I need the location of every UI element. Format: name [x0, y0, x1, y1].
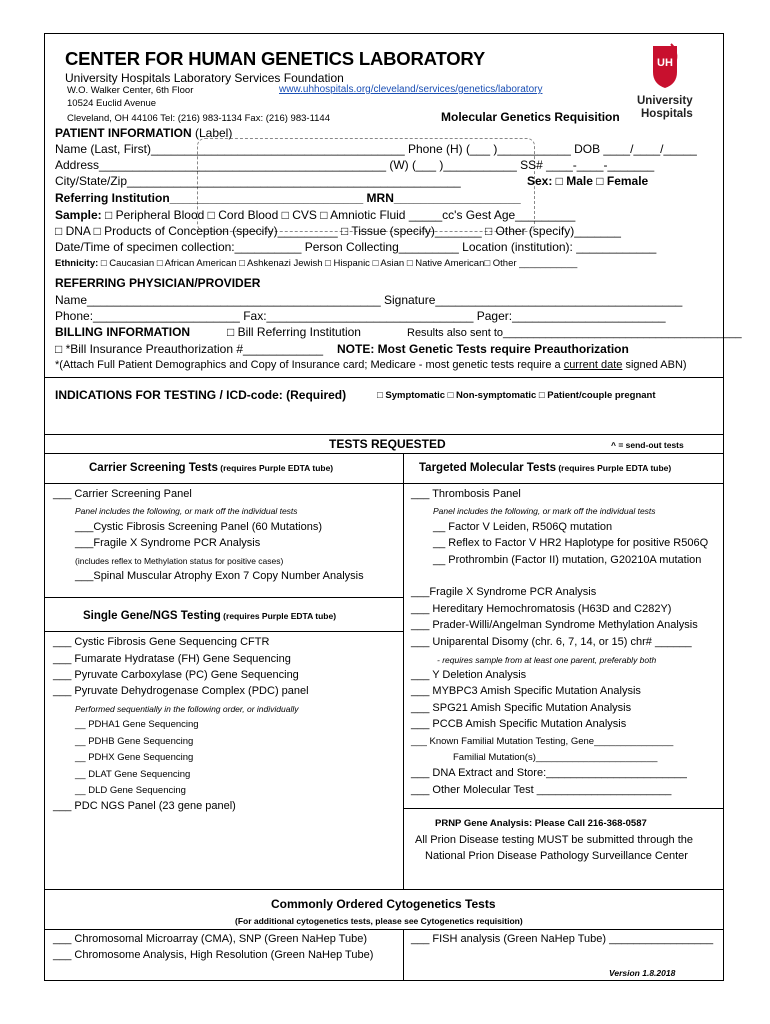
test-option[interactable]: __ PDHA1 Gene Sequencing — [75, 719, 199, 730]
test-option[interactable]: ___ PDC NGS Panel (23 gene panel) — [53, 800, 236, 812]
test-option[interactable]: ___ FISH analysis (Green NaHep Tube) _________________ — [411, 933, 714, 945]
test-option[interactable]: __ DLD Gene Sequencing — [75, 785, 186, 796]
prnp-call-note: PRNP Gene Analysis: Please Call 216-368-0587 — [435, 818, 647, 829]
specimen-collection-field[interactable]: Date/Time of specimen collection:__________ Person Collecting_________ Location (institution): ____________ — [55, 240, 657, 254]
address-line-3: Cleveland, OH 44106 Tel: (216) 983-1134 Fax: (216) 983-1144 — [67, 113, 330, 124]
prion-note-2: National Prion Disease Pathology Surveillance Center — [425, 850, 688, 862]
column-divider — [403, 929, 404, 980]
lab-website-link[interactable]: www.uhhospitals.org/cleveland/services/genetics/laboratory — [279, 84, 543, 95]
test-option[interactable]: __ Reflex to Factor V HR2 Haplotype for positive R506Q — [433, 537, 709, 549]
test-option[interactable]: ___ Prader-Willi/Angelman Syndrome Methylation Analysis — [411, 619, 698, 631]
sequential-note: Performed sequentially in the following order, or individually — [75, 704, 299, 714]
test-option[interactable]: ___ Chromosomal Microarray (CMA), SNP (Green NaHep Tube) — [53, 933, 368, 945]
prion-note-1: All Prion Disease testing MUST be submitted through the — [415, 834, 693, 846]
results-sent-to-field[interactable]: Results also sent to_______________________________________ — [407, 327, 742, 339]
single-gene-heading: Single Gene/NGS Testing (requires Purple EDTA tube) — [83, 610, 337, 622]
divider — [45, 483, 723, 484]
divider — [45, 453, 723, 454]
test-option[interactable]: ___ Cystic Fibrosis Gene Sequencing CFTR — [53, 636, 270, 648]
university-hospitals-logo — [635, 42, 705, 122]
test-option[interactable]: ___ SPG21 Amish Specific Mutation Analysis — [411, 702, 632, 714]
panel-note: Panel includes the following, or mark off the individual tests — [75, 506, 298, 516]
physician-name-field[interactable]: Name____________________________________________ Signature_____________________________________ — [55, 293, 683, 307]
test-option[interactable]: ___Fragile X Syndrome PCR Analysis — [411, 586, 597, 598]
svg-text:UH: UH — [657, 57, 673, 69]
targeted-molecular-heading: Targeted Molecular Tests (requires Purple EDTA tube) — [419, 462, 672, 474]
test-option[interactable]: __ PDHB Gene Sequencing — [75, 736, 194, 747]
test-option[interactable]: ___ Pyruvate Carboxylase (PC) Gene Sequencing — [53, 669, 299, 681]
form-name: Molecular Genetics Requisition — [441, 110, 620, 124]
patient-city-field[interactable]: City/State/Zip__________________________________________________ — [55, 174, 461, 188]
test-option[interactable]: ___ Known Familial Mutation Testing, Gene_______________ — [411, 736, 674, 747]
test-option[interactable]: ___Spinal Muscular Atrophy Exon 7 Copy Number Analysis — [75, 570, 364, 582]
ethnicity-options[interactable]: Ethnicity: □ Caucasian □ African American □ Ashkenazi Jewish □ Hispanic □ Asian □ Native American□ Other ___________ — [55, 258, 578, 269]
referring-institution-field[interactable]: Referring Institution_____________________________ MRN___________________ — [55, 191, 521, 205]
indications-label: INDICATIONS FOR TESTING / ICD-code: (Required) — [55, 388, 347, 402]
test-option[interactable]: __ DLAT Gene Sequencing — [75, 769, 191, 780]
test-option[interactable]: __ PDHX Gene Sequencing — [75, 752, 194, 763]
test-option[interactable]: ___ Uniparental Disomy (chr. 6, 7, 14, or 15) chr# ______ — [411, 636, 692, 648]
indication-options[interactable]: □ Symptomatic □ Non-symptomatic □ Patient/couple pregnant — [377, 390, 656, 401]
test-option[interactable]: ___ Fumarate Hydratase (FH) Gene Sequencing — [53, 653, 291, 665]
test-option[interactable]: __ Factor V Leiden, R506Q mutation — [433, 521, 613, 533]
test-option[interactable]: ___ Pyruvate Dehydrogenase Complex (PDC) panel — [53, 685, 309, 697]
test-option[interactable]: ___ Carrier Screening Panel — [53, 488, 192, 500]
test-option[interactable]: ___ Other Molecular Test ______________________ — [411, 784, 672, 796]
uh-shield-icon — [635, 42, 705, 122]
column-divider — [403, 453, 404, 889]
divider — [45, 434, 723, 435]
sex-checkboxes[interactable]: Sex: □ Male □ Female — [527, 174, 649, 188]
sample-type-options[interactable]: Sample: □ Peripheral Blood □ Cord Blood □ CVS □ Amniotic Fluid _____cc's Gest Age_________ — [55, 208, 576, 222]
cyto-heading: Commonly Ordered Cytogenetics Tests — [271, 897, 496, 911]
divider — [45, 597, 403, 598]
familial-mutation-field[interactable]: Familial Mutation(s)_______________________ — [453, 752, 658, 763]
panel-note: Panel includes the following, or mark off the individual tests — [433, 506, 656, 516]
bill-insurance-checkbox[interactable]: □ *Bill Insurance Preauthorization #____________ — [55, 342, 324, 356]
test-option[interactable]: __ Prothrombin (Factor II) mutation, G20210A mutation — [433, 554, 702, 566]
test-option[interactable]: ___ Hereditary Hemochromatosis (H63D and C282Y) — [411, 603, 672, 615]
svg-text:University: University — [637, 95, 693, 107]
patient-info-heading: PATIENT INFORMATION (Label) — [55, 126, 233, 140]
cyto-note: (For additional cytogenetics tests, please see Cytogenetics requisition) — [235, 916, 523, 926]
divider — [45, 377, 723, 378]
patient-name-field[interactable]: Name (Last, First)______________________________________ Phone (H) (___ )___________ DOB ____/____/_____ — [55, 142, 697, 156]
test-option[interactable]: ___ DNA Extract and Store:_______________________ — [411, 767, 687, 779]
divider — [45, 631, 403, 632]
divider — [45, 889, 723, 890]
billing-heading: BILLING INFORMATION — [55, 325, 191, 339]
test-option[interactable]: ___ Thrombosis Panel — [411, 488, 521, 500]
divider — [403, 808, 723, 809]
test-option[interactable]: ___ Y Deletion Analysis — [411, 669, 527, 681]
physician-phone-field[interactable]: Phone:______________________ Fax:_______________________________ Pager:_______________________ — [55, 309, 666, 323]
lab-title: CENTER FOR HUMAN GENETICS LABORATORY — [65, 48, 486, 69]
reflex-note: (includes reflex to Methylation status for positive cases) — [75, 556, 284, 566]
test-option[interactable]: ___Cystic Fibrosis Screening Panel (60 Mutations) — [75, 521, 323, 533]
svg-text:Hospitals: Hospitals — [641, 108, 693, 120]
test-option[interactable]: ___ MYBPC3 Amish Specific Mutation Analysis — [411, 685, 641, 697]
physician-heading: REFERRING PHYSICIAN/PROVIDER — [55, 276, 261, 290]
requisition-form — [44, 33, 742, 981]
test-option[interactable]: ___Fragile X Syndrome PCR Analysis — [75, 537, 261, 549]
address-line-1: W.O. Walker Center, 6th Floor — [67, 85, 194, 96]
version-label: Version 1.8.2018 — [609, 968, 676, 978]
parent-sample-note: - requires sample from at least one parent, preferably both — [437, 655, 657, 665]
carrier-screening-heading: Carrier Screening Tests (requires Purple EDTA tube) — [89, 462, 334, 474]
test-option[interactable]: ___ Chromosome Analysis, High Resolution (Green NaHep Tube) — [53, 949, 374, 961]
test-option[interactable]: ___ PCCB Amish Specific Mutation Analysis — [411, 718, 627, 730]
divider — [45, 929, 723, 930]
tests-requested-heading: TESTS REQUESTED — [329, 437, 446, 451]
address-line-2: 10524 Euclid Avenue — [67, 98, 157, 109]
attach-note: *(Attach Full Patient Demographics and Copy of Insurance card; Medicare - most genetic tests require a current date signed ABN) — [55, 359, 687, 371]
preauth-note: NOTE: Most Genetic Tests require Preauthorization — [337, 342, 629, 356]
send-out-legend: ^ = send-out tests — [611, 440, 684, 450]
bill-referring-checkbox[interactable]: □ Bill Referring Institution — [227, 325, 361, 339]
foundation-name: University Hospitals Laboratory Services Foundation — [65, 71, 344, 85]
sample-type-options-2[interactable]: □ DNA □ Products of Conception (specify)_________ □ Tissue (specify)_______ □ Other (specify)_______ — [55, 224, 621, 238]
patient-address-field[interactable]: Address___________________________________________ (W) (___ )___________ SS# ____-____-_______ — [55, 158, 655, 172]
